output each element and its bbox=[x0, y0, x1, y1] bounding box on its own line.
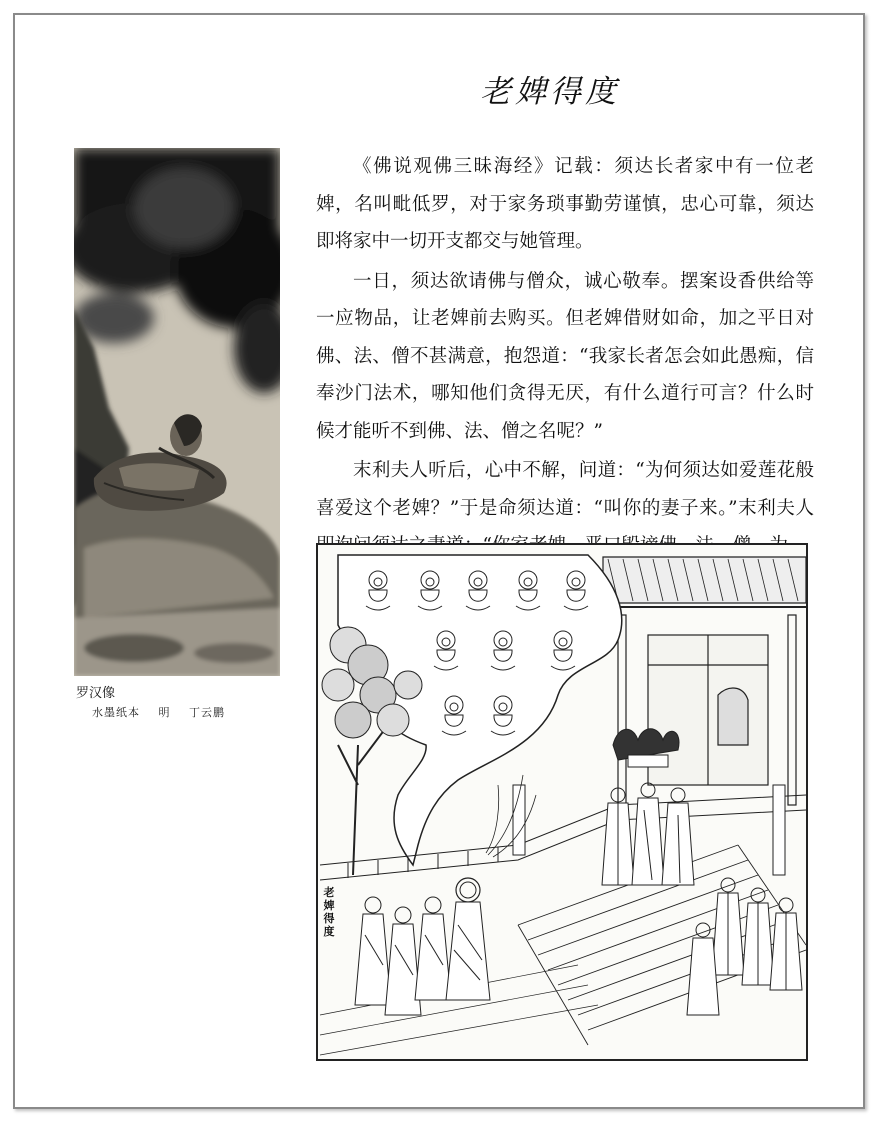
painting-caption-details bbox=[92, 704, 239, 720]
paragraph: 末利夫人听后，心中不解，问道：“为何须达如爱莲花般喜爱这个老婢？”于是命须达道：“叫你的妻子来。”末利夫人 bbox=[316, 460, 814, 519]
luohan-painting bbox=[74, 148, 280, 676]
painting-caption-medium: 水墨纸本 bbox=[92, 706, 140, 719]
woodblock-illustration bbox=[316, 543, 808, 1061]
page-title: 老婢得度 bbox=[480, 74, 620, 110]
painting-caption-dynasty: 明 bbox=[158, 706, 171, 719]
article-body bbox=[316, 148, 814, 567]
paragraph: 一日，须达欲请佛与僧众，诚心敬奉。摆案设香供给等一应物品，让老婢前去购买。但老婢借财如命，加之平日对佛、法、僧不甚满意，抱怨道：“我家长者怎会如此愚痴，信奉沙门法术，哪知他们贪得无厌，有什么道行可言？什么时候才能听不到佛、法、僧之名呢？” bbox=[316, 270, 814, 442]
illustration-inscription: 老婢得度 bbox=[323, 886, 335, 938]
painting-caption-title: 罗汉像 bbox=[76, 686, 116, 701]
painting-caption-artist: 丁云鹏 bbox=[189, 706, 225, 719]
paragraph: 《佛说观佛三昧海经》记载：须达长者家中有一位老婢，名叫毗低罗，对于家务琐事勤劳谨慎，忠心可靠，须达即将家中一切开支都交与她管理。 bbox=[316, 156, 814, 252]
